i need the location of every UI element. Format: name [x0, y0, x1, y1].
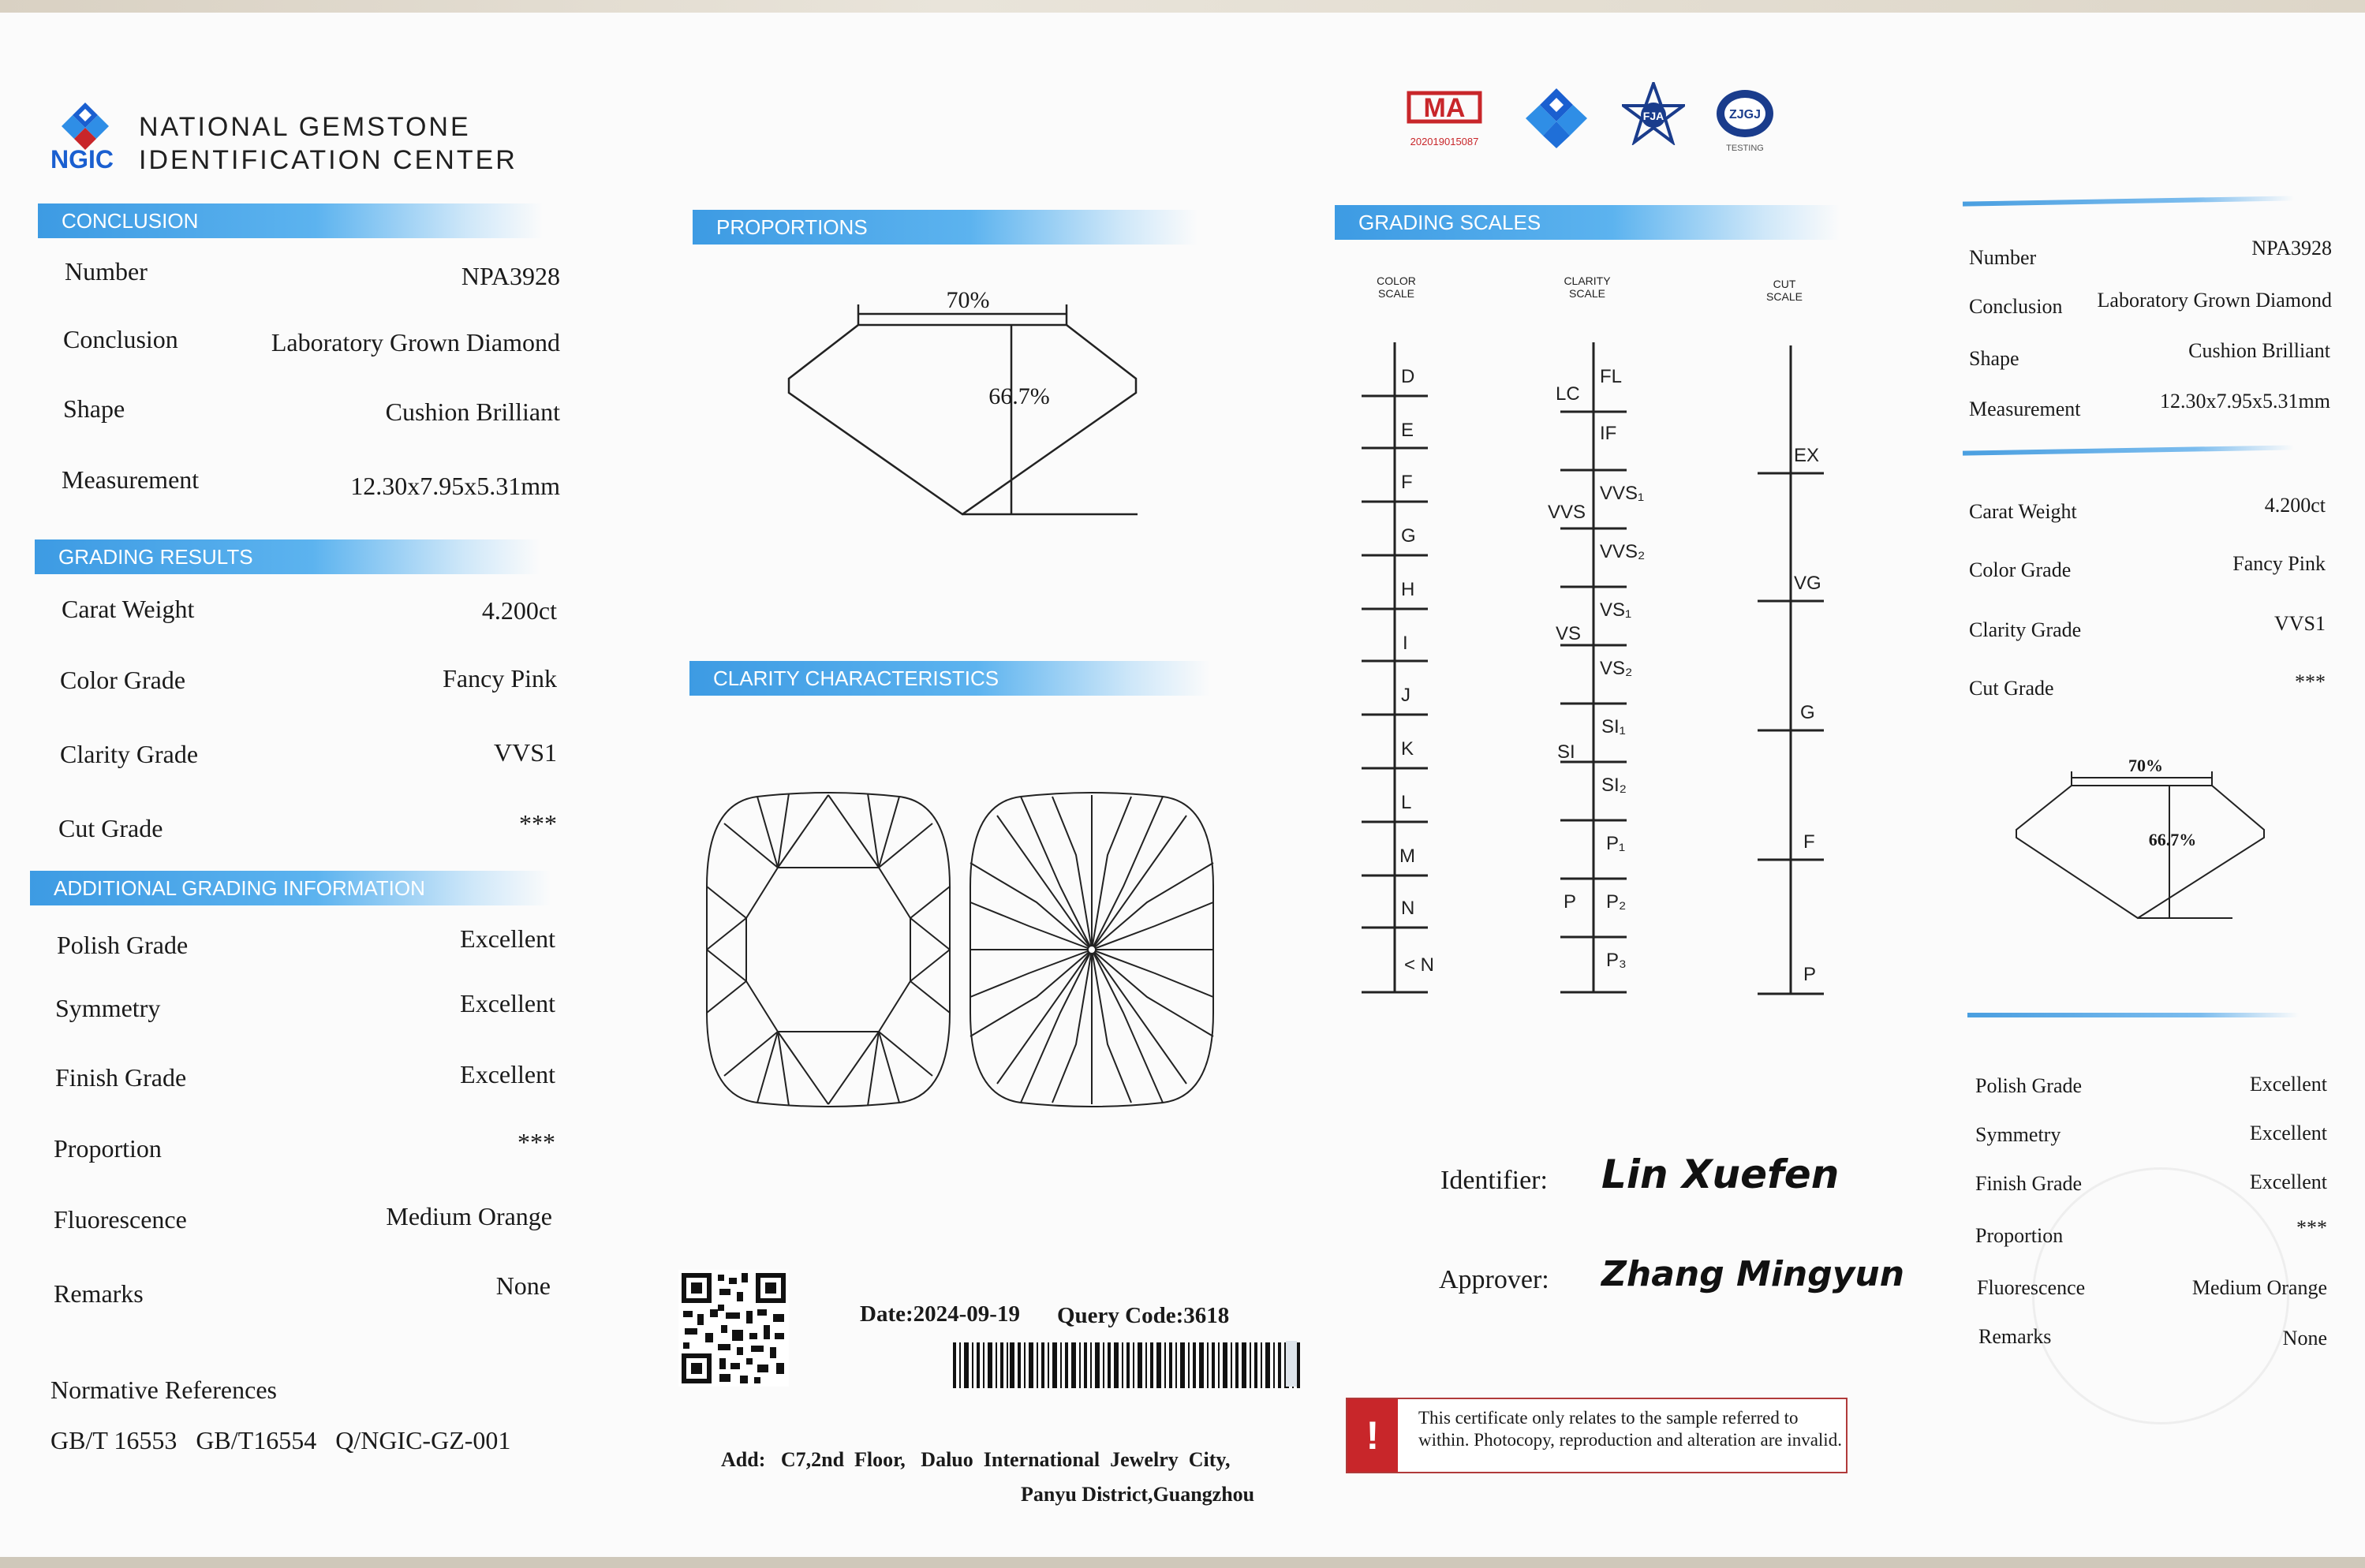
query-code: Query Code:3618: [1057, 1303, 1230, 1328]
cut-grade-VG: VG: [1794, 573, 1821, 594]
summary-label-remarks: Remarks: [1978, 1325, 2052, 1348]
clarity-grade-SI1: SI₁: [1601, 716, 1626, 737]
clarity-group-P: P: [1564, 891, 1577, 913]
conclusion-label-conclusion: Conclusion: [63, 325, 178, 353]
summary-value-measurement: 12.30x7.95x5.31mm: [2160, 390, 2330, 413]
summary-label-carat: Carat Weight: [1969, 500, 2077, 523]
conclusion-value-shape: Cushion Brilliant: [385, 398, 560, 426]
summary-value-conclusion: Laboratory Grown Diamond: [2097, 289, 2332, 312]
grading-label-color: Color Grade: [60, 666, 186, 694]
additional-label-polish: Polish Grade: [57, 931, 189, 959]
color-grade-H: H: [1401, 579, 1415, 600]
org-name-line1: NATIONAL GEMSTONE: [139, 112, 471, 142]
summary-table-pct: 70%: [2128, 756, 2163, 775]
additional-value-symmetry: Excellent: [460, 989, 555, 1017]
fja-text: FJA: [1642, 110, 1664, 122]
summary-label-polish: Polish Grade: [1975, 1074, 2083, 1097]
clarity-group-SI: SI: [1557, 741, 1575, 763]
summary-label-cut: Cut Grade: [1969, 677, 2054, 700]
watermark-seal: [2032, 1167, 2289, 1424]
clarity-grade-P3: P₃: [1606, 950, 1627, 971]
grading-value-clarity: VVS1: [493, 738, 557, 767]
clarity-characteristics-header: CLARITY CHARACTERISTICS: [689, 661, 1210, 696]
paper-top-edge: [0, 0, 2365, 13]
additional-value-polish: Excellent: [460, 924, 555, 953]
summary-label-fluorescence: Fluorescence: [1977, 1276, 2086, 1299]
normative-refs: GB/T 16553 GB/T16554 Q/NGIC-GZ-001: [50, 1426, 511, 1454]
summary-label-measurement: Measurement: [1969, 398, 2081, 420]
additional-label-remarks: Remarks: [54, 1279, 144, 1308]
additional-label-fluorescence: Fluorescence: [54, 1205, 187, 1234]
cut-grade-P: P: [1803, 964, 1817, 985]
summary-value-color: Fancy Pink: [2232, 552, 2326, 575]
zjgj-text: ZJGJ: [1728, 108, 1762, 121]
summary-value-cut: ***: [2295, 670, 2326, 693]
clarity-group-VS: VS: [1556, 623, 1582, 644]
additional-label-finish: Finish Grade: [55, 1063, 187, 1092]
address-line1: Add: C7,2nd Floor, Daluo International Jewelry City,: [721, 1448, 1231, 1471]
summary-label-clarity: Clarity Grade: [1969, 618, 2082, 641]
grading-results-header: GRADING RESULTS: [35, 539, 540, 574]
cushion-pavilion-diagram: [966, 792, 1218, 1107]
summary-label-number: Number: [1969, 246, 2037, 269]
summary-depth-pct: 66.7%: [2148, 830, 2197, 849]
ngic-diamond-icon: [1522, 87, 1590, 150]
notice-box: [1346, 1398, 1848, 1473]
barcode: [953, 1342, 1300, 1388]
proportions-header: PROPORTIONS: [693, 210, 1197, 245]
depth-pct: 66.7%: [988, 383, 1050, 409]
color-scale-head: COLOR SCALE: [1377, 274, 1416, 300]
additional-value-fluorescence: Medium Orange: [386, 1202, 552, 1230]
color-grade-M: M: [1399, 846, 1415, 867]
notice-text: This certificate only relates to the sample referred to within. Photocopy, reproduction and alteration are invalid.: [1418, 1408, 1842, 1450]
org-abbr: NGIC: [50, 145, 114, 174]
summary-value-shape: Cushion Brilliant: [2188, 339, 2330, 362]
address-line2: Panyu District,Guangzhou: [1021, 1483, 1255, 1506]
summary-value-carat: 4.200ct: [2264, 494, 2326, 517]
zjgj-logo: [1712, 87, 1778, 158]
zjgj-sub: TESTING: [1726, 144, 1764, 153]
fja-star-icon: [1622, 82, 1685, 145]
summary-value-finish: Excellent: [2249, 1170, 2327, 1193]
summary-proportion-diagram: [2010, 749, 2278, 931]
summary-divider-top: [1963, 196, 2294, 206]
clarity-group-LC: LC: [1556, 383, 1580, 405]
conclusion-label-shape: Shape: [63, 394, 125, 423]
cma-logo: [1401, 87, 1488, 150]
issue-date: Date:2024-09-19: [860, 1301, 1020, 1327]
summary-value-remarks: None: [2282, 1327, 2327, 1350]
clarity-scale-head: CLARITY SCALE: [1564, 274, 1611, 300]
identifier-signature: Lin Xuefen: [1601, 1152, 1840, 1197]
summary-label-proportion: Proportion: [1975, 1224, 2064, 1247]
scale-lines: [1341, 331, 1846, 1010]
summary-value-proportion: ***: [2296, 1216, 2327, 1239]
cushion-crown-diagram: [702, 792, 955, 1107]
grading-scales-header: GRADING SCALES: [1335, 205, 1840, 240]
color-grade-N: N: [1401, 898, 1415, 919]
ngic-logo-icon: [57, 101, 114, 151]
conclusion-value-number: NPA3928: [461, 262, 560, 290]
cut-grade-G: G: [1800, 702, 1815, 723]
grading-value-carat: 4.200ct: [481, 596, 557, 625]
clarity-grade-IF: IF: [1600, 423, 1617, 444]
color-grade-F: F: [1401, 472, 1413, 493]
summary-value-number: NPA3928: [2251, 237, 2332, 259]
summary-label-shape: Shape: [1969, 347, 2019, 370]
clarity-grade-VS1: VS₁: [1600, 599, 1632, 621]
summary-value-fluorescence: Medium Orange: [2191, 1276, 2327, 1299]
grading-value-color: Fancy Pink: [443, 664, 557, 693]
cut-scale-head: CUT SCALE: [1766, 278, 1803, 303]
clarity-grade-VS2: VS₂: [1600, 658, 1633, 679]
approver-signature: Zhang Mingyun: [1601, 1254, 1905, 1294]
identifier-label: Identifier:: [1440, 1166, 1548, 1195]
additional-value-proportion: ***: [517, 1128, 555, 1156]
normative-title: Normative References: [50, 1376, 277, 1404]
clarity-group-VVS: VVS: [1548, 502, 1586, 523]
additional-info-header: ADDITIONAL GRADING INFORMATION: [30, 871, 551, 905]
barcode-side-strip: [1286, 1341, 1297, 1387]
summary-divider-mid: [1963, 445, 2294, 455]
conclusion-header: CONCLUSION: [38, 203, 543, 238]
clarity-grade-VVS2: VVS₂: [1600, 541, 1646, 562]
summary-value-symmetry: Excellent: [2249, 1122, 2327, 1144]
clarity-grade-P1: P₁: [1606, 833, 1626, 854]
summary-value-clarity: VVS1: [2273, 612, 2326, 635]
conclusion-label-number: Number: [65, 257, 148, 286]
summary-label-color: Color Grade: [1969, 558, 2072, 581]
conclusion-value-conclusion: Laboratory Grown Diamond: [271, 328, 560, 357]
clarity-grade-P2: P₂: [1606, 891, 1627, 913]
color-grade-J: J: [1401, 685, 1410, 706]
clarity-grade-VVS1: VVS₁: [1600, 483, 1645, 504]
summary-label-finish: Finish Grade: [1975, 1172, 2083, 1195]
color-grade-lessN: < N: [1404, 954, 1435, 976]
grading-label-cut: Cut Grade: [58, 814, 163, 842]
warning-icon: !: [1347, 1399, 1398, 1472]
grading-label-clarity: Clarity Grade: [60, 740, 199, 768]
conclusion-value-measurement: 12.30x7.95x5.31mm: [350, 472, 560, 500]
paper-bottom-edge: [0, 1557, 2365, 1568]
cut-grade-EX: EX: [1794, 445, 1820, 466]
proportion-diagram: [773, 276, 1152, 528]
table-pct: 70%: [946, 287, 990, 313]
summary-divider-bottom: [1967, 1013, 2299, 1017]
color-grade-K: K: [1401, 738, 1414, 760]
additional-label-symmetry: Symmetry: [55, 994, 161, 1022]
additional-value-finish: Excellent: [460, 1060, 555, 1088]
summary-value-polish: Excellent: [2249, 1073, 2327, 1096]
summary-label-conclusion: Conclusion: [1969, 295, 2063, 318]
additional-label-proportion: Proportion: [54, 1134, 162, 1163]
grading-label-carat: Carat Weight: [62, 595, 195, 623]
cma-code: 202019015087: [1410, 136, 1479, 147]
approver-label: Approver:: [1439, 1265, 1549, 1294]
summary-label-symmetry: Symmetry: [1975, 1123, 2061, 1146]
clarity-grade-FL: FL: [1600, 366, 1623, 387]
clarity-grade-SI2: SI₂: [1601, 775, 1627, 796]
org-name-line2: IDENTIFICATION CENTER: [139, 145, 517, 175]
grading-value-cut: ***: [519, 809, 557, 838]
cma-logo-text: MA: [1423, 93, 1466, 123]
conclusion-label-measurement: Measurement: [62, 465, 200, 494]
color-grade-I: I: [1403, 633, 1408, 654]
additional-value-remarks: None: [495, 1271, 551, 1300]
cut-grade-F: F: [1803, 831, 1815, 853]
qr-code[interactable]: [678, 1270, 789, 1387]
color-grade-G: G: [1401, 525, 1416, 547]
color-grade-D: D: [1401, 366, 1415, 387]
color-grade-E: E: [1401, 420, 1414, 441]
color-grade-L: L: [1401, 792, 1412, 813]
